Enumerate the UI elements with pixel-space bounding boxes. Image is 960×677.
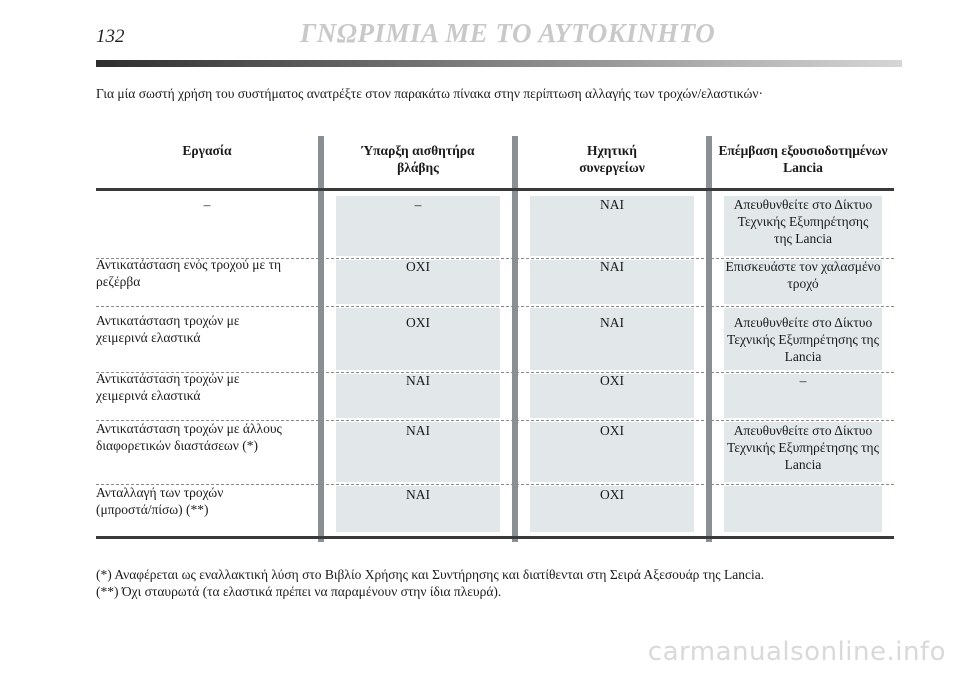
sensor-cell: ΟΧΙ [406, 259, 430, 274]
intervention-cell [712, 372, 894, 389]
footnotes [96, 566, 764, 600]
header-rule [96, 60, 902, 67]
sensor-cell: – [414, 197, 422, 212]
column-header-line: Ύπαρξη αισθητήρα [361, 143, 475, 158]
acoustic-cell: ΝΑΙ [600, 259, 624, 274]
acoustic-cell: ΝΑΙ [600, 197, 624, 212]
intervention-line: Απευθυνθείτε στο Δίκτυο [733, 423, 873, 438]
column-header-line: Εργασία [182, 143, 232, 158]
acoustic-cell: ΟΧΙ [600, 373, 624, 388]
table-rule [96, 536, 894, 539]
watermark: carmanualsonline.info [647, 637, 946, 667]
task-cell [96, 312, 318, 346]
column-header-line: συνεργείων [579, 160, 645, 175]
intervention-line: της Lancia [774, 231, 832, 246]
column-header [96, 142, 318, 159]
column-header [712, 142, 894, 176]
footnote-2: (**) Όχι σταυρωτά (τα ελαστικά πρέπει να παραμένουν στην ίδια πλευρά). [96, 584, 502, 599]
intervention-cell [712, 422, 894, 473]
intervention-cell [712, 314, 894, 365]
task-cell [96, 196, 318, 213]
intervention-line: – [799, 373, 807, 388]
task-line: – [203, 197, 211, 212]
task-cell [96, 370, 318, 404]
intervention-line: Τεχνικής Εξυπηρέτησης [737, 214, 869, 229]
cell-shading [724, 486, 882, 532]
task-line: ρεζέρβα [96, 274, 141, 289]
row-separator [96, 306, 894, 307]
column-header-line: βλάβης [397, 160, 439, 175]
column-header-line: Lancia [783, 160, 823, 175]
acoustic-cell: ΟΧΙ [600, 423, 624, 438]
table-rule [96, 188, 894, 191]
column-header [518, 142, 706, 176]
sensor-cell: ΟΧΙ [406, 315, 430, 330]
intervention-line: τροχό [787, 276, 819, 291]
intro-text: Για μία σωστή χρήση του συστήματος ανατρέξτε στον παρακάτω πίνακα στην περίπτωση αλλαγής των τροχών/ελαστικών· [96, 86, 763, 101]
intervention-cell [712, 196, 894, 247]
task-line: Αντικατάσταση τροχών με [96, 313, 240, 328]
intervention-line: Lancia [784, 349, 822, 364]
tire-table [96, 136, 894, 542]
page-number: 132 [96, 26, 125, 47]
task-line: (μπροστά/πίσω) (**) [96, 502, 209, 517]
task-line: Αντικατάσταση ενός τροχού με τη [96, 257, 282, 272]
sensor-cell: ΝΑΙ [406, 423, 430, 438]
task-cell [96, 420, 318, 454]
page-title: ΓΝΩΡΙΜΙΑ ΜΕ ΤΟ ΑΥΤΟΚΙΝΗΤΟ [300, 18, 716, 48]
task-line: χειμερινά ελαστικά [96, 388, 201, 403]
intervention-line: Απευθυνθείτε στο Δίκτυο [733, 315, 873, 330]
task-line: διαφορετικών διαστάσεων (*) [96, 438, 259, 453]
acoustic-cell: ΝΑΙ [600, 315, 624, 330]
footnote-1: (*) Αναφέρεται ως εναλλακτική λύση στο Βιβλίο Χρήσης και Συντήρησης και διατίθενται στη Σειρά Αξεσουάρ της Lancia. [96, 567, 765, 582]
intervention-line: Τεχνικής Εξυπηρέτησης της [727, 440, 879, 455]
sensor-cell: ΝΑΙ [406, 373, 430, 388]
task-cell [96, 256, 318, 290]
task-line: χειμερινά ελαστικά [96, 330, 201, 345]
intervention-line: Τεχνικής Εξυπηρέτησης της [727, 332, 879, 347]
intervention-line: Απευθυνθείτε στο Δίκτυο [733, 197, 873, 212]
intervention-line: Επισκευάστε τον χαλασμένο [725, 259, 881, 274]
intervention-line: Lancia [784, 457, 822, 472]
task-cell [96, 484, 318, 518]
sensor-cell: ΝΑΙ [406, 487, 430, 502]
column-header [324, 142, 512, 176]
column-header-line: Επέμβαση εξουσιοδοτημένων [718, 143, 888, 158]
task-line: Αντικατάσταση τροχών με [96, 371, 240, 386]
column-header-line: Ηχητική [587, 143, 637, 158]
task-line: Ανταλλαγή των τροχών [96, 485, 224, 500]
acoustic-cell: ΟΧΙ [600, 487, 624, 502]
task-line: Αντικατάσταση τροχών με άλλους [96, 421, 282, 436]
intervention-cell [712, 258, 894, 292]
